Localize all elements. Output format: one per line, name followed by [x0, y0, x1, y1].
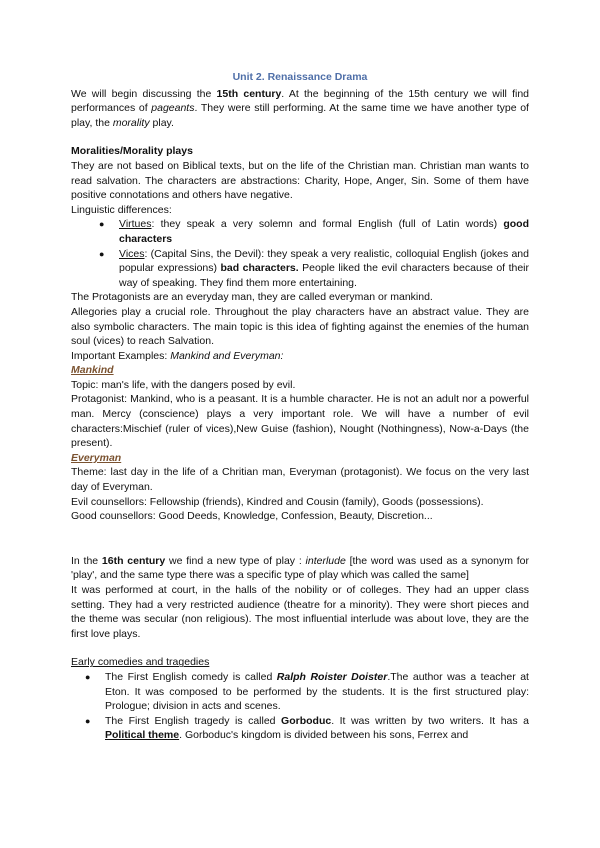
allegories-paragraph: Allegories play a crucial role. Throughout the play characters have an abstract value. They are also symbolic characters. The main topic is this idea of fighting against the enemies of the human soul (vices) to reach Salvation.	[71, 305, 529, 348]
everyman-theme: Theme: last day in the life of a Chritian man, Everyman (protagonist). We focus on the very last day of Everyman.	[71, 466, 529, 494]
bullet-icon: ●	[85, 671, 91, 682]
moralities-heading: Moralities/Morality plays	[71, 145, 193, 158]
page-title: Unit 2. Renaissance Drama	[232, 71, 368, 83]
mankind-topic: Topic: man's life, with the dangers posed by evil.	[71, 378, 296, 391]
intro-paragraph: We will begin discussing the 15th century. At the beginning of the 15th century we will find performances of pageants. They were still performing. At the same time we have another type of play, the morality play.	[71, 87, 530, 129]
bullet-icon: ●	[99, 248, 105, 259]
early-comedies-heading: Early comedies and tragedies	[71, 656, 210, 669]
sixteenth-century-paragraph: In the 16th century we find a new type of play : interlude [the word was used as a synonym for 'play', and the same type there was a specific type of play which was called the same]	[71, 554, 529, 582]
everyman-evil-counsellors: Evil counsellors: Fellowship (friends), Kindred and Cousin (family), Goods (possessions).	[71, 495, 484, 508]
everyman-heading: Everyman	[71, 451, 122, 464]
protagonists-paragraph: The Protagonists are an everyday man, they are called everyman or mankind.	[71, 291, 433, 304]
linguistic-list	[71, 217, 529, 290]
moralities-paragraph: They are not based on Biblical texts, but on the life of the Christian man. Christian man wants to read salvation. The characters are abstractions: Charity, Hope, Anger, Sin. Some of them have positive connotations and others have negative.	[71, 159, 529, 202]
mankind-heading: Mankind	[71, 364, 114, 377]
everyman-good-counsellors: Good counsellors: Good Deeds, Knowledge, Confession, Beauty, Discretion...	[71, 510, 433, 523]
examples-line: Important Examples: Mankind and Everyman:	[71, 349, 284, 362]
list-item-comedy: ● The First English comedy is called Ralph Roister Doister.The author was a teacher at Eton. It was composed to be performed by the students. It is the first structured play: Prologue; division in acts and scenes.	[85, 670, 529, 713]
document-page	[71, 70, 529, 743]
list-item-vices: ● Vices: (Capital Sins, the Devil): they speak a very realistic, colloquial English (jokes and popular expressions) bad characters. People liked the evil characters because of their way of speaking. They find them more entertaining.	[99, 247, 529, 289]
early-list	[71, 670, 529, 743]
linguistic-differences-label: Linguistic differences:	[71, 203, 172, 216]
bullet-icon: ●	[85, 715, 91, 726]
bullet-icon: ●	[99, 219, 105, 230]
interlude-paragraph: It was performed at court, in the halls of the nobility or of colleges. They had an upper class setting. They had a very restricted audience (theatre for a minority). They were short pieces and the theme was secular (non religious). The most influential interlude was about love, they are the first love plays.	[71, 584, 529, 640]
mankind-protagonist: Protagonist: Mankind, who is a peasant. It is a humble character. He is not an adult nor a powerful man. Mercy (conscience) plays a very important role. We will have a number of evil characters:Mischief (ruler of vices),New Guise (fashion), Nought (Nothingness), Now-a-Days (the present).	[71, 393, 529, 450]
list-item-virtues: ● Virtues: they speak a very solemn and formal English (full of Latin words) good characters	[99, 218, 529, 245]
list-item-tragedy: ● The First English tragedy is called Gorboduc. It was written by two writers. It has a Political theme. Gorboduc's kingdom is divided between his sons, Ferrex and	[85, 714, 529, 742]
